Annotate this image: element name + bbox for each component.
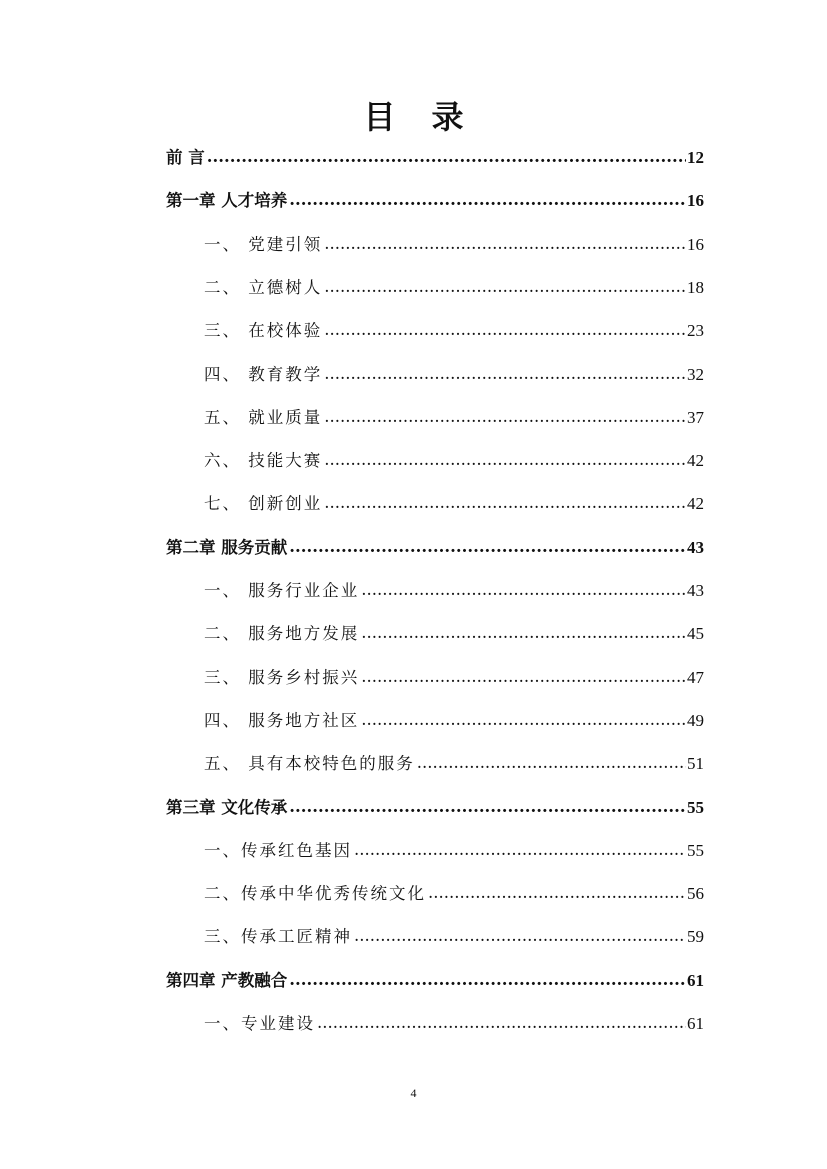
toc-entry-label: 第二章 服务贡献 xyxy=(166,538,288,557)
toc-entry-label: 二、 立德树人 xyxy=(204,278,323,297)
toc-entry-page-number: 56 xyxy=(687,884,704,903)
toc-section-entry[interactable] xyxy=(204,666,704,690)
toc-section-entry[interactable] xyxy=(204,579,704,603)
toc-entry-page-number: 47 xyxy=(687,668,704,687)
toc-dot-leader xyxy=(428,881,686,905)
toc-dot-leader xyxy=(324,362,686,386)
toc-chapter-entry[interactable] xyxy=(166,969,704,993)
toc-section-entry[interactable] xyxy=(204,492,704,516)
toc-section-entry[interactable] xyxy=(204,839,704,863)
toc-dot-leader xyxy=(354,924,686,948)
toc-entry-label: 一、 党建引领 xyxy=(204,235,323,254)
toc-entry-label: 第四章 产教融合 xyxy=(166,971,288,990)
toc-entry-label: 第三章 文化传承 xyxy=(166,798,288,817)
toc-entry-label: 三、 在校体验 xyxy=(204,321,323,340)
toc-dot-leader xyxy=(361,665,686,689)
toc-entry-page-number: 32 xyxy=(687,365,704,384)
toc-entry-label: 二、传承中华优秀传统文化 xyxy=(204,884,426,903)
page-number: 4 xyxy=(410,1086,417,1100)
toc-entry-label: 四、 服务地方社区 xyxy=(204,711,360,730)
toc-dot-leader xyxy=(289,795,686,819)
toc-dot-leader xyxy=(324,275,686,299)
toc-entry-page-number: 59 xyxy=(687,927,704,946)
toc-entry-page-number: 18 xyxy=(687,278,704,297)
toc-section-entry[interactable] xyxy=(204,319,704,343)
toc-entry-label: 六、 技能大赛 xyxy=(204,451,323,470)
toc-dot-leader xyxy=(207,145,686,169)
toc-section-entry[interactable] xyxy=(204,925,704,949)
toc-dot-leader xyxy=(354,838,686,862)
toc-entry-label: 七、 创新创业 xyxy=(204,494,323,513)
toc-section-entry[interactable] xyxy=(204,363,704,387)
toc-section-entry[interactable] xyxy=(204,622,704,646)
toc-entry-label: 三、传承工匠精神 xyxy=(204,927,352,946)
toc-entry-page-number: 43 xyxy=(687,581,704,600)
toc-entry-label: 一、 服务行业企业 xyxy=(204,581,360,600)
toc-section-entry[interactable] xyxy=(204,882,704,906)
toc-section-entry[interactable] xyxy=(204,276,704,300)
toc-entry-label: 第一章 人才培养 xyxy=(166,191,288,210)
toc-entry-label: 一、专业建设 xyxy=(204,1014,315,1033)
toc-dot-leader xyxy=(361,578,686,602)
title-char-2: 录 xyxy=(431,98,464,136)
toc-chapter-entry[interactable] xyxy=(166,536,704,560)
toc-entry-page-number: 23 xyxy=(687,321,704,340)
toc-dot-leader xyxy=(324,448,686,472)
toc-entry-page-number: 43 xyxy=(687,538,704,557)
toc-dot-leader xyxy=(289,535,686,559)
toc-entry-page-number: 55 xyxy=(687,841,704,860)
toc-entry-page-number: 49 xyxy=(687,711,704,730)
title-char-1: 目 xyxy=(363,98,396,136)
toc-entry-label: 一、传承红色基因 xyxy=(204,841,352,860)
toc-dot-leader xyxy=(324,491,686,515)
toc-section-entry[interactable] xyxy=(204,449,704,473)
toc-entry-label: 前 言 xyxy=(166,148,205,167)
toc-dot-leader xyxy=(324,318,686,342)
toc-section-entry[interactable] xyxy=(204,752,704,776)
toc-entry-page-number: 37 xyxy=(687,408,704,427)
toc-entry-page-number: 42 xyxy=(687,494,704,513)
toc-entry-label: 五、 具有本校特色的服务 xyxy=(204,754,415,773)
toc-chapter-entry[interactable] xyxy=(166,146,704,170)
toc-entry-label: 三、 服务乡村振兴 xyxy=(204,668,360,687)
toc-entry-page-number: 16 xyxy=(687,191,704,210)
toc-entry-page-number: 61 xyxy=(687,971,704,990)
toc-dot-leader xyxy=(361,708,686,732)
toc-dot-leader xyxy=(417,751,686,775)
toc-dot-leader xyxy=(324,232,686,256)
toc-entry-label: 五、 就业质量 xyxy=(204,408,323,427)
toc-entry-label: 二、 服务地方发展 xyxy=(204,624,360,643)
toc-dot-leader xyxy=(289,188,686,212)
toc-dot-leader xyxy=(289,968,686,992)
toc-section-entry[interactable] xyxy=(204,406,704,430)
toc-entry-label: 四、 教育教学 xyxy=(204,365,323,384)
toc-entry-page-number: 12 xyxy=(687,148,704,167)
toc-dot-leader xyxy=(361,621,686,645)
toc-entry-page-number: 45 xyxy=(687,624,704,643)
toc-chapter-entry[interactable] xyxy=(166,796,704,820)
toc-entry-page-number: 42 xyxy=(687,451,704,470)
toc-entry-page-number: 61 xyxy=(687,1014,704,1033)
toc-dot-leader xyxy=(317,1011,686,1035)
toc-chapter-entry[interactable] xyxy=(166,189,704,213)
toc-section-entry[interactable] xyxy=(204,709,704,733)
toc-section-entry[interactable] xyxy=(204,1012,704,1036)
toc-section-entry[interactable] xyxy=(204,233,704,257)
toc-entry-page-number: 55 xyxy=(687,798,704,817)
toc-dot-leader xyxy=(324,405,686,429)
toc-entry-page-number: 16 xyxy=(687,235,704,254)
toc-entry-page-number: 51 xyxy=(687,754,704,773)
